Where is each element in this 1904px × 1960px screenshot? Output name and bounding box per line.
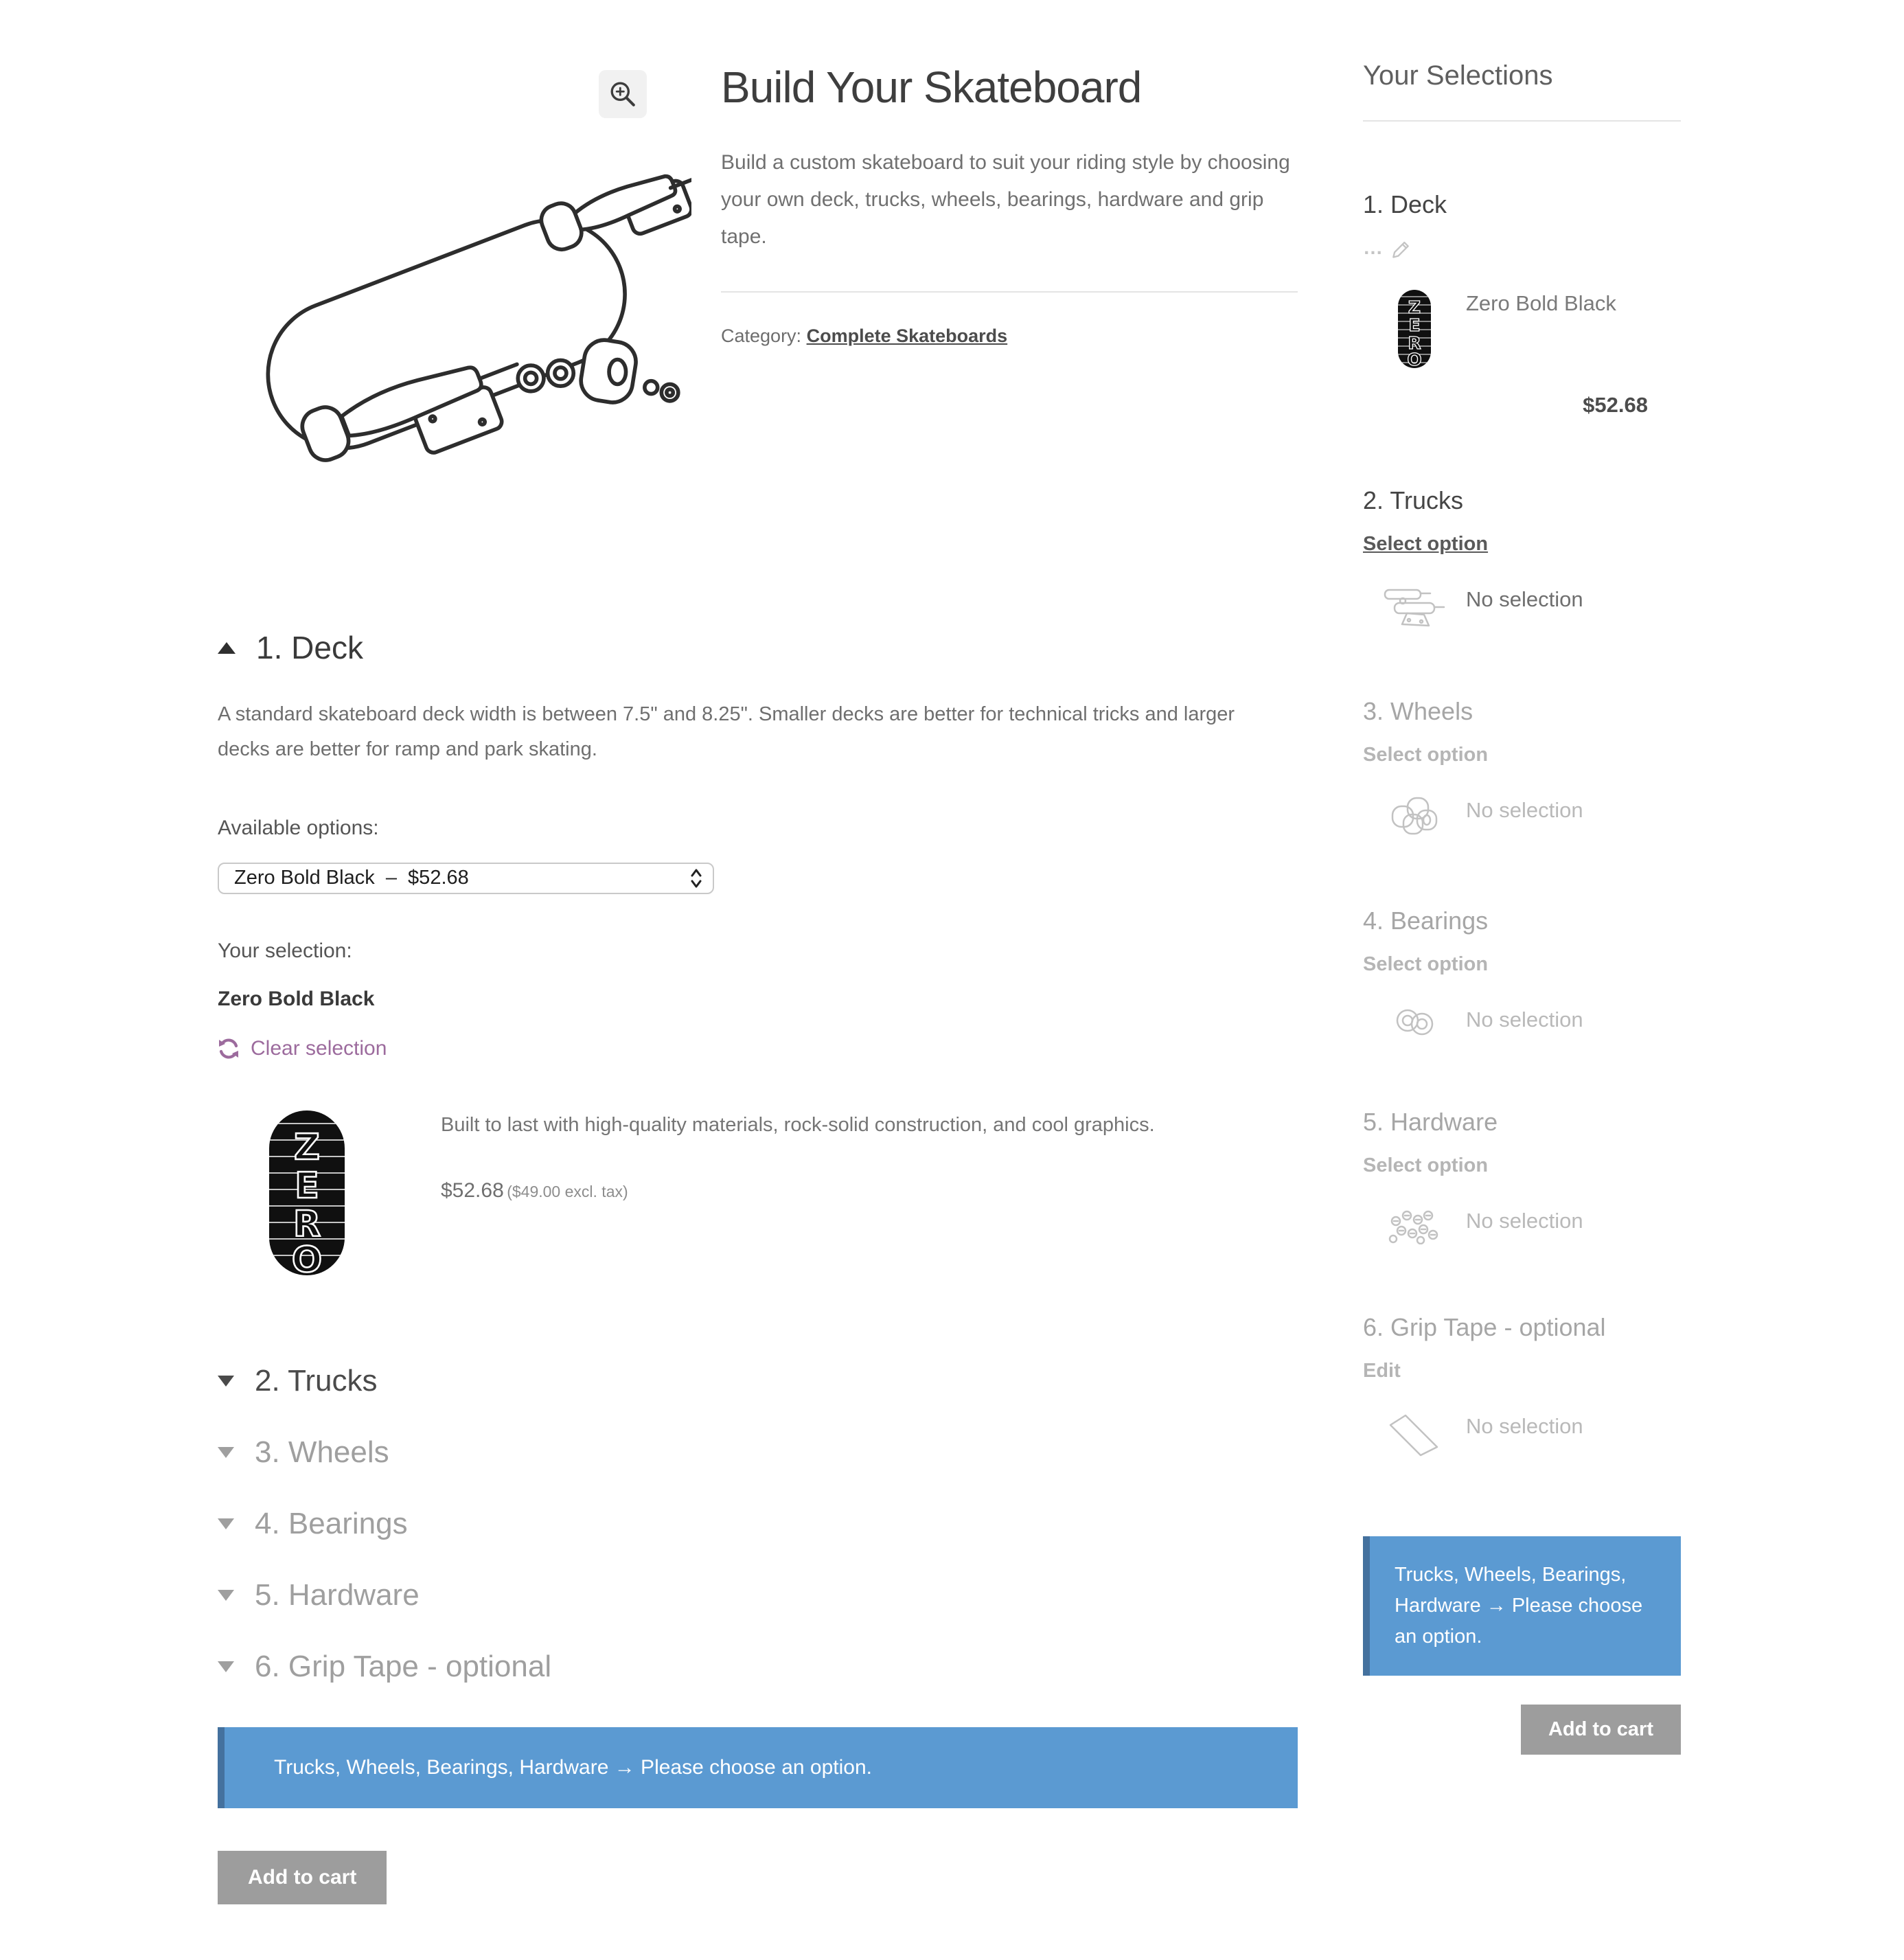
selected-product-price-line (441, 1179, 1298, 1203)
component-section-deck (218, 629, 1298, 1281)
griptape-icon (1363, 1410, 1466, 1461)
selection-item-title: 6. Grip Tape - optional (1363, 1313, 1606, 1341)
select-option-link-wheels[interactable]: Select option (1363, 744, 1489, 766)
edit-link-griptape[interactable]: Edit (1363, 1360, 1401, 1382)
expand-icon (218, 1376, 234, 1387)
collapse-icon (218, 642, 236, 654)
product-summary (721, 60, 1298, 514)
accordion-header-deck[interactable] (218, 629, 1298, 666)
selection-item-title: 4. Bearings (1363, 907, 1489, 935)
page-title: Build Your Skateboard (721, 62, 1142, 112)
sidebar-validation-notice-text: Trucks, Wheels, Bearings, Hardware → Please choose an option. (1395, 1564, 1643, 1648)
selection-item-griptape (1363, 1313, 1681, 1461)
add-to-cart-button[interactable]: Add to cart (218, 1851, 387, 1904)
selection-item-title: 5. Hardware (1363, 1108, 1498, 1136)
selection-value: No selection (1466, 1414, 1583, 1438)
selected-product-detail (218, 1108, 1298, 1281)
svg-text:Z: Z (294, 1126, 320, 1168)
hardware-icon (1363, 1205, 1466, 1244)
collapsed-sections (218, 1363, 1298, 1685)
select-option-link-hardware[interactable]: Select option (1363, 1154, 1489, 1176)
clear-selection-link[interactable] (218, 1037, 1298, 1060)
product-gallery[interactable] (218, 60, 721, 514)
sidebar-validation-notice (1363, 1536, 1681, 1676)
zero-deck-image (267, 1108, 347, 1277)
svg-text:E: E (1408, 315, 1421, 335)
accordion-header-wheels[interactable]: 3. Wheels (218, 1435, 1298, 1470)
select-option-link-bearings[interactable]: Select option (1363, 953, 1489, 975)
category-link[interactable]: Complete Skateboards (806, 326, 1008, 346)
accordion-header-bearings[interactable]: 4. Bearings (218, 1506, 1298, 1542)
expand-icon (218, 1518, 234, 1529)
svg-text:Z: Z (1408, 297, 1421, 317)
category-label: Category: (721, 326, 802, 346)
sidebar-add-to-cart-button[interactable]: Add to cart (1521, 1705, 1681, 1755)
clear-selection-label: Clear selection (251, 1036, 387, 1060)
skateboard-exploded-drawing (218, 100, 691, 488)
expand-icon (218, 1447, 234, 1458)
selection-item-title: 2. Trucks (1363, 486, 1464, 514)
refresh-icon (218, 1038, 240, 1060)
selection-value: No selection (1466, 1007, 1583, 1032)
image-zoom-button[interactable] (599, 70, 647, 118)
svg-text:E: E (295, 1165, 319, 1207)
product-top-row (218, 60, 1298, 514)
expand-icon (218, 1661, 234, 1672)
svg-text:R: R (293, 1203, 321, 1245)
select-option-link-trucks[interactable]: Select option (1363, 533, 1489, 555)
selection-value: No selection (1466, 798, 1583, 822)
price: $52.68 (441, 1178, 504, 1202)
selection-item-title: 1. Deck (1363, 190, 1447, 218)
selection-value: No selection (1466, 1209, 1583, 1233)
selected-deck-name: Zero Bold Black (218, 987, 375, 1010)
trucks-icon (1363, 583, 1466, 628)
accordion-header-hardware[interactable]: 5. Hardware (218, 1577, 1298, 1613)
selection-price: $52.68 (1583, 393, 1648, 417)
svg-text:R: R (1408, 333, 1421, 353)
bearings-icon (1363, 1003, 1466, 1039)
selection-item-wheels (1363, 697, 1681, 838)
price-excl-tax-note: ($49.00 excl. tax) (507, 1182, 628, 1200)
validation-notice-text: Trucks, Wheels, Bearings, Hardware → Please choose an option. (274, 1755, 872, 1779)
selected-product-description: Built to last with high-quality materials, rock-solid construction, and cool graphics. (441, 1113, 1155, 1136)
wheels-icon (1363, 794, 1466, 838)
validation-notice (218, 1727, 1298, 1809)
selected-option-value: Zero Bold Black – $52.68 (234, 867, 469, 889)
selection-item-title: 3. Wheels (1363, 697, 1473, 725)
available-options-label: Available options: (218, 816, 379, 839)
your-selections-sidebar (1363, 60, 1681, 1904)
your-selection-label: Your selection: (218, 939, 352, 962)
accordion-header-griptape[interactable]: 6. Grip Tape - optional (218, 1649, 1298, 1685)
selection-item-deck (1363, 190, 1681, 418)
svg-text:O: O (291, 1239, 323, 1277)
main-content (218, 60, 1298, 1904)
select-stepper-icon (689, 867, 703, 890)
deck-thumbnail (1363, 287, 1466, 369)
deck-option-select[interactable] (218, 863, 714, 894)
selection-value: No selection (1466, 587, 1583, 611)
sidebar-title: Your Selections (1363, 60, 1553, 91)
sidebar-divider (1363, 120, 1681, 122)
summary-divider (721, 291, 1298, 293)
product-description: Build a custom skateboard to suit your riding style by choosing your own deck, trucks, wheels, bearings, hardware and grip tape. (721, 151, 1290, 248)
selection-item-bearings (1363, 907, 1681, 1039)
pencil-icon (1390, 238, 1412, 260)
selection-item-hardware (1363, 1108, 1681, 1244)
expand-icon (218, 1590, 234, 1601)
category-line (721, 326, 1298, 347)
accordion-title: 1. Deck (256, 630, 363, 665)
selection-item-trucks (1363, 486, 1681, 628)
magnifier-plus-icon (605, 76, 641, 112)
edit-deck-link[interactable]: … (1363, 237, 1681, 260)
selection-value: Zero Bold Black (1466, 291, 1616, 315)
accordion-header-trucks[interactable]: 2. Trucks (218, 1363, 1298, 1399)
deck-description: A standard skateboard deck width is between 7.5" and 8.25". Smaller decks are better for technical tricks and larger decks are better for ramp and park skating. (218, 703, 1235, 760)
selected-product-thumbnail (218, 1108, 441, 1281)
svg-text:O: O (1407, 350, 1422, 369)
